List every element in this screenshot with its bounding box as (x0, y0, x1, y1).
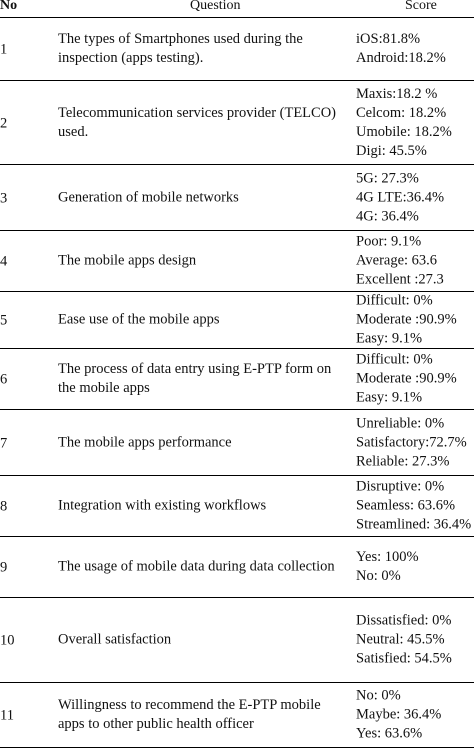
header-question: Question (190, 0, 241, 13)
score-line: Excellent :27.3 (356, 271, 444, 288)
score-line: Yes: 63.6% (356, 725, 423, 742)
row-question: Generation of mobile networks (58, 189, 239, 205)
row-scores (356, 414, 474, 471)
row-number: 4 (0, 253, 8, 270)
row-number: 3 (0, 189, 8, 206)
score-line: Satisfactory:72.7% (356, 434, 467, 450)
score-line: Moderate :90.9% (356, 370, 457, 387)
row-scores (356, 292, 474, 349)
score-line: Digi: 45.5% (356, 142, 427, 159)
table-row (0, 292, 474, 349)
score-line: Maxis:18.2 % (356, 85, 438, 102)
row-number: 8 (0, 498, 8, 515)
table-row (0, 165, 474, 231)
score-line: Reliable: 27.3% (356, 453, 450, 469)
table-row (0, 476, 474, 537)
row-question: Integration with existing workflows (58, 497, 267, 514)
row-scores (356, 169, 474, 226)
score-line: Seamless: 63.6% (356, 497, 456, 514)
table-row (0, 410, 474, 476)
row-number: 7 (0, 434, 8, 451)
row-scores (356, 478, 474, 535)
row-scores (356, 612, 474, 669)
score-line: Moderate :90.9% (356, 311, 457, 328)
row-scores (356, 548, 474, 586)
table-row (0, 598, 474, 683)
score-line: No: 0% (356, 568, 401, 584)
score-line: Satisfied: 54.5% (356, 650, 452, 667)
score-line: Easy: 9.1% (356, 330, 423, 347)
score-line: 4G: 36.4% (356, 208, 419, 224)
score-line: Neutral: 45.5% (356, 631, 445, 648)
row-number: 6 (0, 371, 8, 388)
row-scores (356, 687, 474, 744)
header-score: Score (405, 0, 437, 13)
score-line: Celcom: 18.2% (356, 104, 447, 121)
row-question: The process of data entry using E-PTP form on the mobile apps (58, 361, 332, 396)
row-number: 9 (0, 559, 8, 576)
score-line: Maybe: 36.4% (356, 706, 442, 723)
header-no: No (0, 0, 18, 13)
table-row (0, 81, 474, 165)
score-line: No: 0% (356, 687, 401, 704)
row-scores (356, 233, 474, 290)
table-header (0, 0, 474, 18)
row-question: Overall satisfaction (58, 631, 172, 648)
row-scores (356, 351, 474, 408)
table-row (0, 349, 474, 410)
row-number: 5 (0, 312, 8, 329)
table-row (0, 18, 474, 81)
row-question: The usage of mobile data during data collection (58, 558, 335, 575)
score-line: Yes: 100% (356, 549, 419, 565)
score-line: 5G: 27.3% (356, 170, 419, 186)
table-row (0, 231, 474, 292)
score-line: Umobile: 18.2% (356, 123, 452, 140)
row-number: 11 (0, 707, 14, 724)
row-question: The types of Smartphones used during the inspection (apps testing). (58, 31, 303, 66)
score-line: 4G LTE:36.4% (356, 189, 445, 205)
score-line: Difficult: 0% (356, 292, 433, 309)
score-line: Android:18.2% (356, 50, 446, 66)
score-line: Streamlined: 36.4% (356, 516, 472, 533)
row-number: 1 (0, 41, 8, 58)
score-line: Dissatisfied: 0% (356, 612, 452, 629)
row-question: Willingness to recommend the E-PTP mobile apps to other public health officer (58, 697, 321, 732)
row-question: The mobile apps design (58, 252, 197, 269)
table-row (0, 537, 474, 598)
table-row (0, 683, 474, 748)
row-question: Ease use of the mobile apps (58, 311, 220, 328)
row-scores (356, 85, 474, 161)
score-line: Easy: 9.1% (356, 389, 423, 406)
row-question: The mobile apps performance (58, 434, 232, 450)
row-number: 2 (0, 114, 8, 131)
row-scores (356, 30, 474, 68)
row-number: 10 (0, 632, 15, 649)
score-line: Unreliable: 0% (356, 415, 445, 431)
score-line: Average: 63.6 (356, 252, 438, 269)
score-line: Poor: 9.1% (356, 233, 422, 250)
score-line: iOS:81.8% (356, 31, 421, 47)
score-line: Difficult: 0% (356, 351, 433, 368)
score-line: Disruptive: 0% (356, 478, 445, 495)
row-question: Telecommunication services provider (TELCO) used. (58, 104, 337, 140)
